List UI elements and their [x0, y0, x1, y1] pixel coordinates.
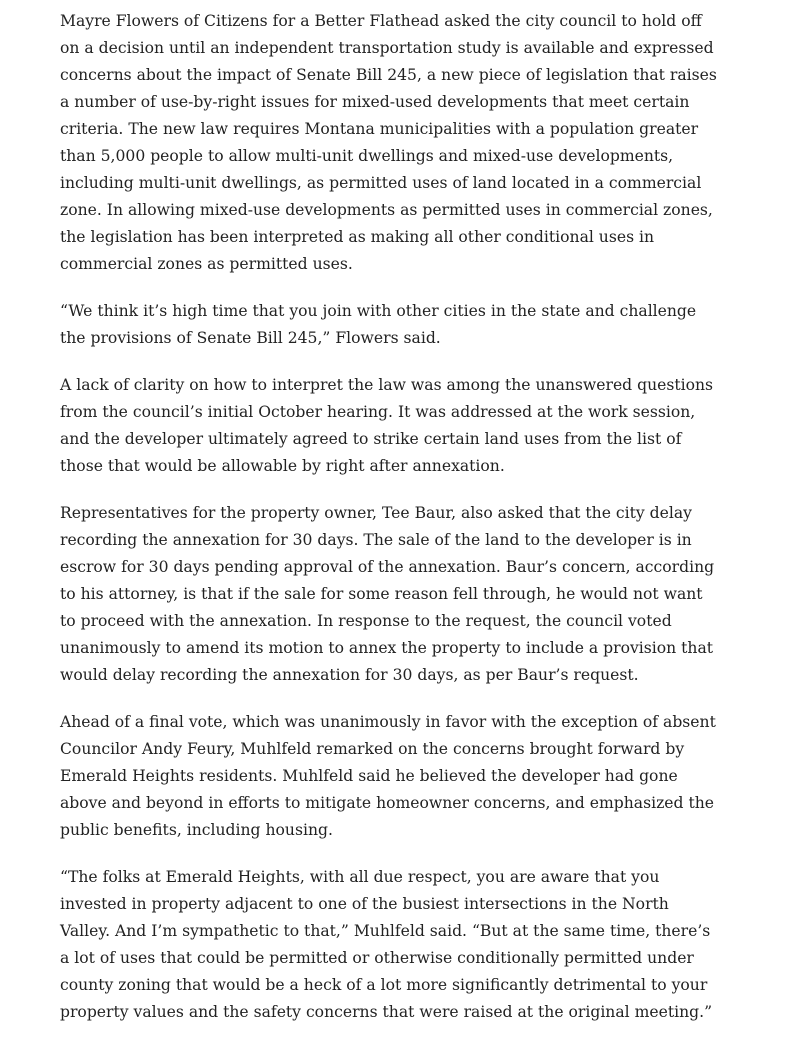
article-paragraph: “The folks at Emerald Heights, with all due respect, you are aware that you invested in property adjacent to one of the busiest intersections in the North Valley. And I’m sympathetic to that,” Muhlfeld said. “But at the same time, there’s a lot of uses that could be permitted or otherwise conditionally permitted under county zoning that would be a heck of a lot more significantly detrimental to your property values and the safety concerns that were raised at the original meeting.” [60, 868, 713, 1021]
article-paragraph: Representatives for the property owner, Tee Baur, also asked that the city delay recording the annexation for 30 days. The sale of the land to the developer is in escrow for 30 days pending approval of the annexation. Baur’s concern, according to his attorney, is that if the sale for some reason fell through, he would not want to proceed with the annexation. In response to the request, the council voted unanimously to amend its motion to annex the property to include a provision that would delay recording the annexation for 30 days, as per Baur’s request. [60, 504, 715, 684]
article-paragraph: Ahead of a final vote, which was unanimously in favor with the exception of absent Councilor Andy Feury, Muhlfeld remarked on the concerns brought forward by Emerald Heights residents. Muhlfeld said he believed the developer had gone above and beyond in efforts to mitigate homeowner concerns, and emphasized the public benefits, including housing. [60, 713, 716, 839]
article-paragraph: Mayre Flowers of Citizens for a Better Flathead asked the city council to hold off on a decision until an independent transportation study is available and expressed concerns about the impact of Senate Bill 245, a new piece of legislation that raises a number of use-by-right issues for mixed-used developments that meet certain criteria. The new law requires Montana municipalities with a population greater than 5,000 people to allow multi-unit dwellings and mixed-use developments, including multi-unit dwellings, as permitted uses of land located in a commercial zone. In allowing mixed-use developments as permitted uses in commercial zones, the legislation has been interpreted as making all other conditional uses in commercial zones as permitted uses. [60, 12, 717, 273]
article-paragraph: “We think it’s high time that you join with other cities in the state and challenge the provisions of Senate Bill 245,” Flowers said. [60, 302, 697, 347]
article-body [60, 8, 720, 1046]
article-paragraph: A lack of clarity on how to interpret the law was among the unanswered questions from the council’s initial October hearing. It was addressed at the work session, and the developer ultimately agreed to strike certain land uses from the list of those that would be allowable by right after annexation. [60, 376, 714, 475]
